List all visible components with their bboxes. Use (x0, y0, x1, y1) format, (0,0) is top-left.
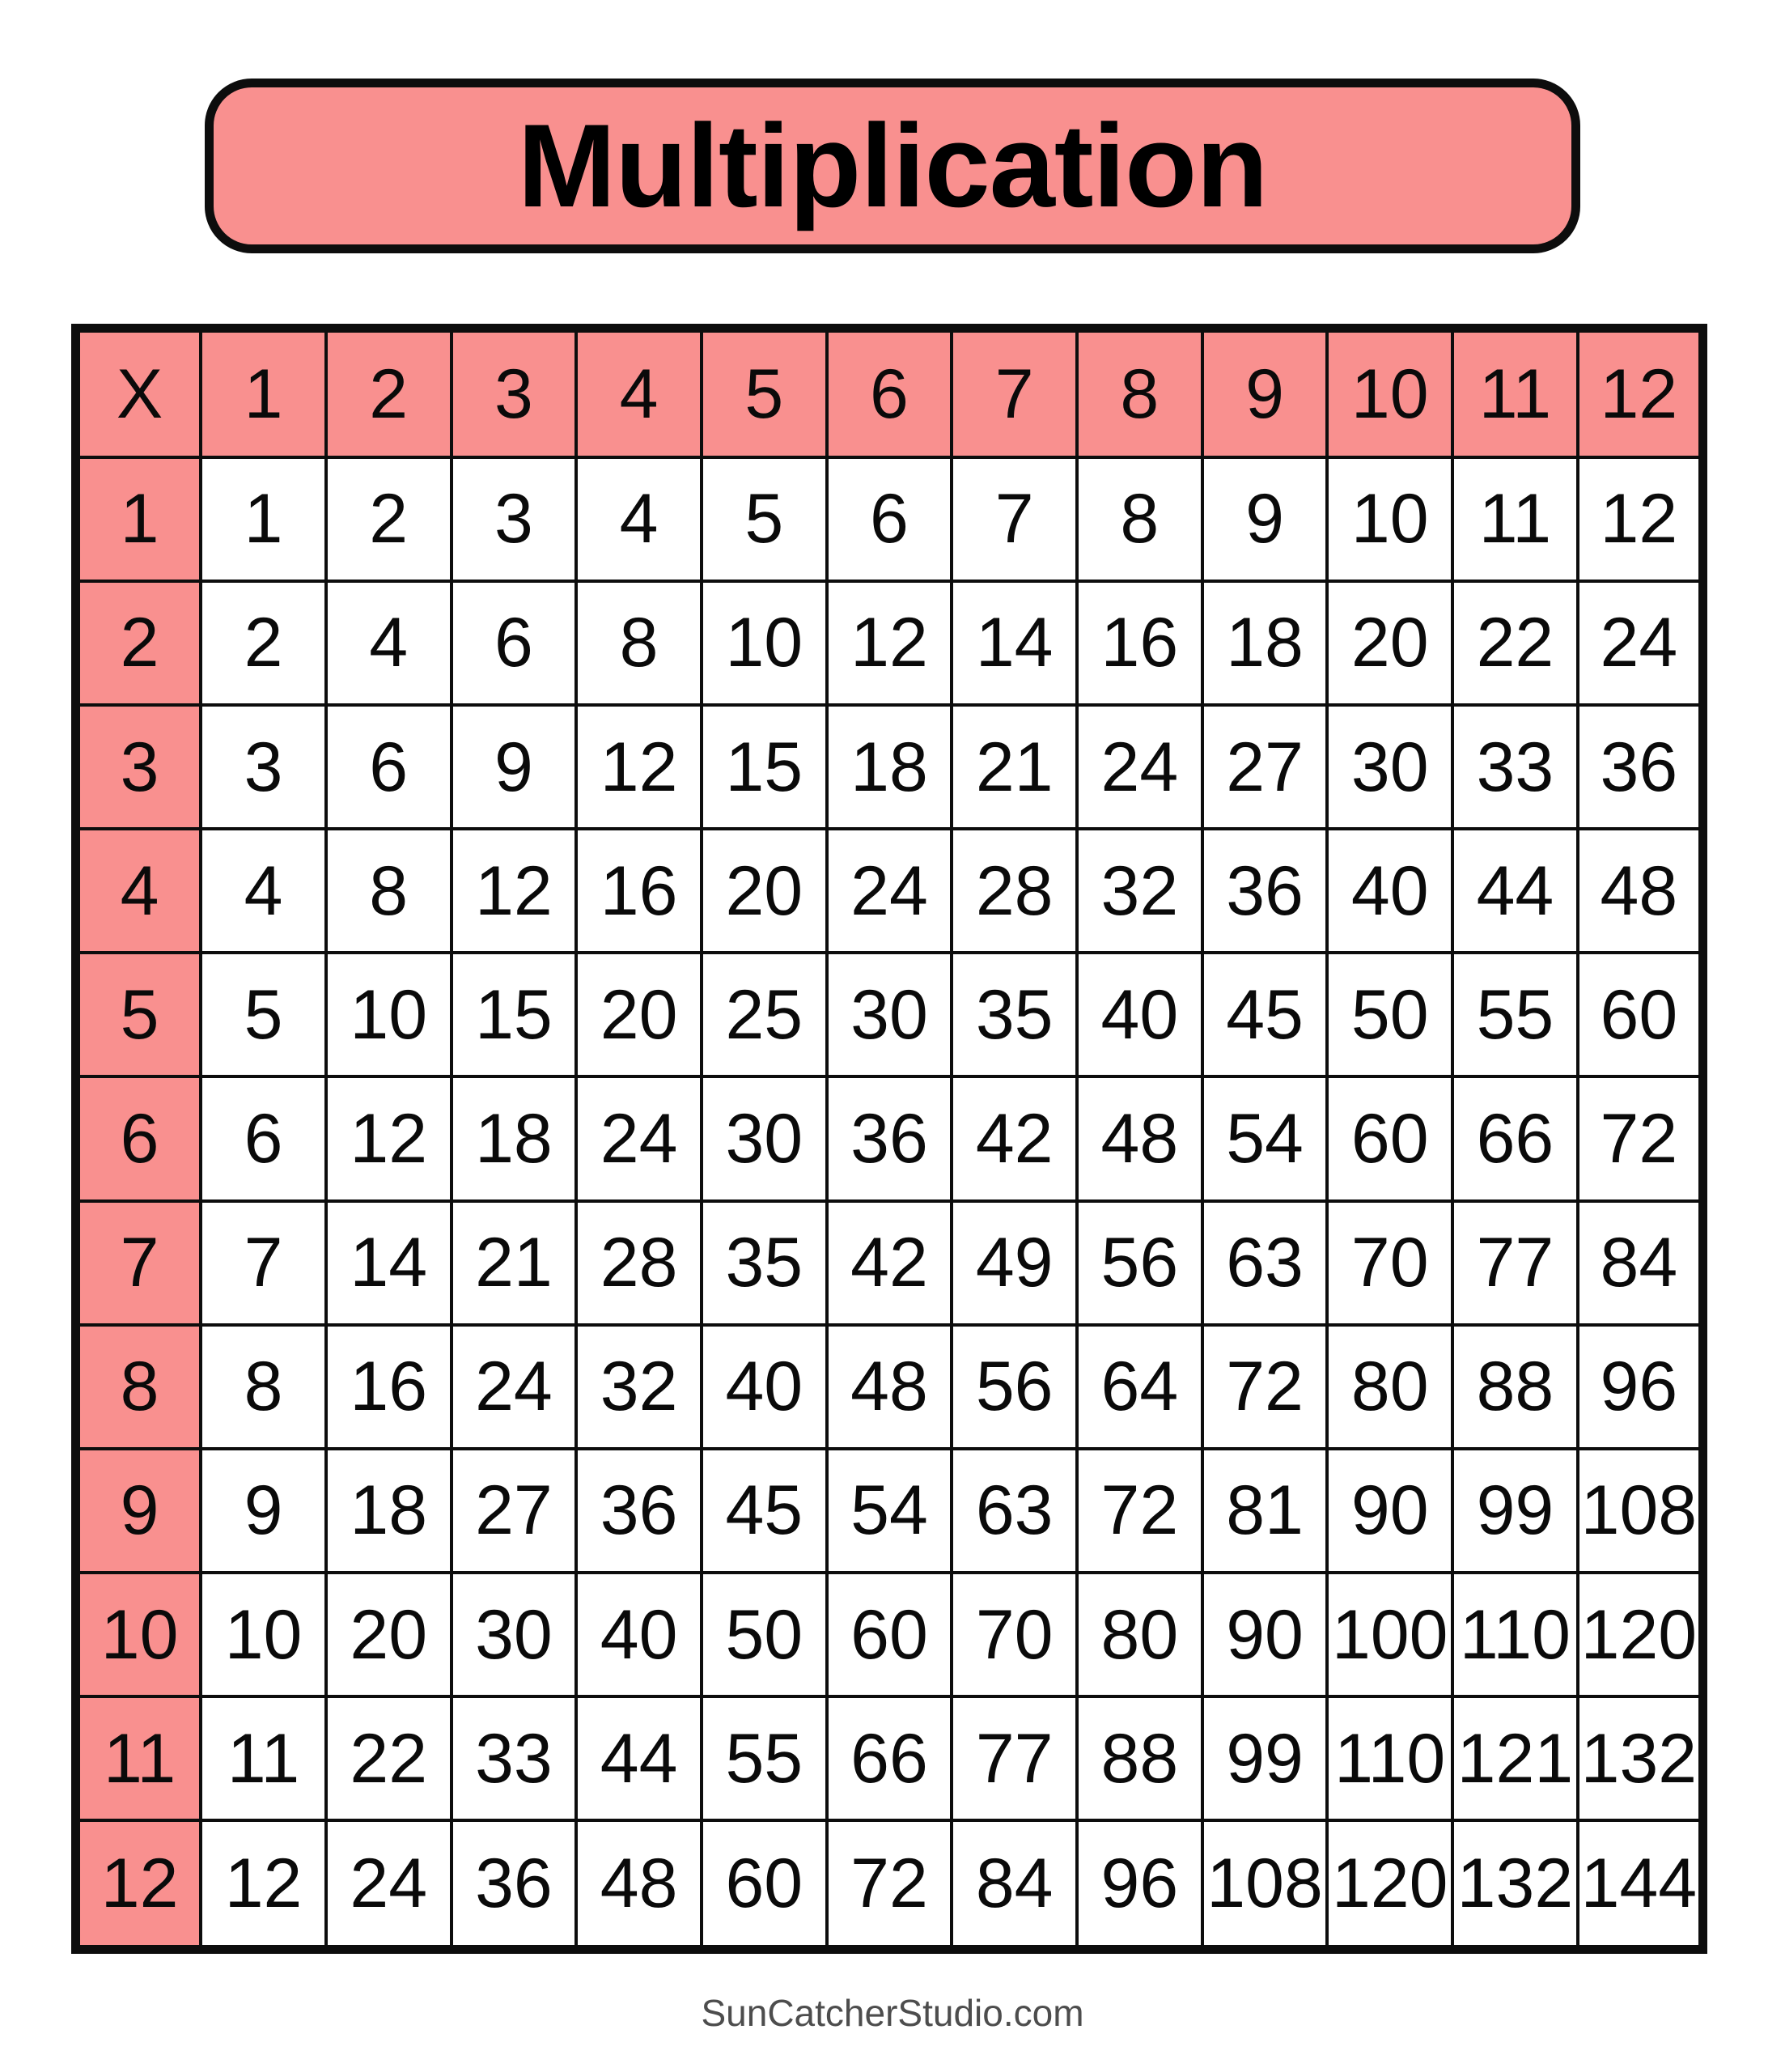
product-cell: 144 (1578, 1820, 1703, 1949)
product-cell: 44 (576, 1696, 702, 1820)
product-cell: 120 (1578, 1573, 1703, 1696)
product-cell: 27 (452, 1449, 577, 1573)
product-cell: 48 (1077, 1076, 1202, 1200)
product-cell: 15 (702, 705, 827, 829)
footer-credit: SunCatcherStudio.com (701, 1992, 1084, 2034)
product-cell: 1 (201, 457, 326, 581)
product-cell: 3 (201, 705, 326, 829)
row-header-cell: 5 (76, 953, 201, 1076)
product-cell: 24 (1578, 581, 1703, 705)
product-cell: 3 (452, 457, 577, 581)
product-cell: 24 (326, 1820, 452, 1949)
product-cell: 27 (1202, 705, 1328, 829)
column-header-cell: 9 (1202, 329, 1328, 457)
product-cell: 12 (1578, 457, 1703, 581)
product-cell: 99 (1452, 1449, 1578, 1573)
product-cell: 6 (326, 705, 452, 829)
product-cell: 36 (452, 1820, 577, 1949)
product-cell: 8 (576, 581, 702, 705)
row-header-cell: 1 (76, 457, 201, 581)
product-cell: 22 (326, 1696, 452, 1820)
product-cell: 18 (326, 1449, 452, 1573)
product-cell: 72 (1578, 1076, 1703, 1200)
product-cell: 60 (1578, 953, 1703, 1076)
product-cell: 54 (1202, 1076, 1328, 1200)
product-cell: 20 (326, 1573, 452, 1696)
product-cell: 40 (576, 1573, 702, 1696)
product-cell: 7 (201, 1201, 326, 1325)
product-cell: 96 (1077, 1820, 1202, 1949)
product-cell: 32 (1077, 829, 1202, 953)
product-cell: 12 (576, 705, 702, 829)
product-cell: 70 (1327, 1201, 1452, 1325)
product-cell: 21 (452, 1201, 577, 1325)
product-cell: 11 (1452, 457, 1578, 581)
product-cell: 42 (827, 1201, 952, 1325)
product-cell: 72 (1077, 1449, 1202, 1573)
product-cell: 25 (702, 953, 827, 1076)
product-cell: 72 (827, 1820, 952, 1949)
product-cell: 36 (576, 1449, 702, 1573)
product-cell: 24 (452, 1325, 577, 1449)
product-cell: 12 (201, 1820, 326, 1949)
product-cell: 35 (952, 953, 1077, 1076)
column-header-cell: 11 (1452, 329, 1578, 457)
column-header-cell: 5 (702, 329, 827, 457)
product-cell: 10 (1327, 457, 1452, 581)
product-cell: 6 (452, 581, 577, 705)
product-cell: 14 (326, 1201, 452, 1325)
product-cell: 84 (952, 1820, 1077, 1949)
column-header-cell: 3 (452, 329, 577, 457)
product-cell: 2 (326, 457, 452, 581)
product-cell: 33 (452, 1696, 577, 1820)
product-cell: 63 (1202, 1201, 1328, 1325)
product-cell: 28 (952, 829, 1077, 953)
product-cell: 66 (1452, 1076, 1578, 1200)
product-cell: 14 (952, 581, 1077, 705)
product-cell: 10 (201, 1573, 326, 1696)
product-cell: 48 (1578, 829, 1703, 953)
product-cell: 60 (827, 1573, 952, 1696)
product-cell: 40 (1327, 829, 1452, 953)
product-cell: 30 (1327, 705, 1452, 829)
product-cell: 48 (827, 1325, 952, 1449)
product-cell: 12 (827, 581, 952, 705)
product-cell: 4 (576, 457, 702, 581)
product-cell: 48 (576, 1820, 702, 1949)
product-cell: 60 (1327, 1076, 1452, 1200)
product-cell: 18 (827, 705, 952, 829)
product-cell: 20 (1327, 581, 1452, 705)
product-cell: 70 (952, 1573, 1077, 1696)
product-cell: 132 (1578, 1696, 1703, 1820)
product-cell: 88 (1077, 1696, 1202, 1820)
product-cell: 40 (702, 1325, 827, 1449)
product-cell: 2 (201, 581, 326, 705)
product-cell: 12 (326, 1076, 452, 1200)
column-header-cell: 6 (827, 329, 952, 457)
product-cell: 45 (702, 1449, 827, 1573)
column-header-cell: 1 (201, 329, 326, 457)
product-cell: 40 (1077, 953, 1202, 1076)
column-header-cell: 12 (1578, 329, 1703, 457)
product-cell: 42 (952, 1076, 1077, 1200)
product-cell: 88 (1452, 1325, 1578, 1449)
product-cell: 21 (952, 705, 1077, 829)
product-cell: 16 (326, 1325, 452, 1449)
product-cell: 96 (1578, 1325, 1703, 1449)
product-cell: 54 (827, 1449, 952, 1573)
product-cell: 55 (702, 1696, 827, 1820)
product-cell: 12 (452, 829, 577, 953)
product-cell: 72 (1202, 1325, 1328, 1449)
product-cell: 99 (1202, 1696, 1328, 1820)
product-cell: 15 (452, 953, 577, 1076)
product-cell: 5 (702, 457, 827, 581)
product-cell: 36 (1578, 705, 1703, 829)
product-cell: 6 (827, 457, 952, 581)
row-header-cell: 6 (76, 1076, 201, 1200)
product-cell: 108 (1202, 1820, 1328, 1949)
product-cell: 8 (1077, 457, 1202, 581)
product-cell: 16 (576, 829, 702, 953)
product-cell: 90 (1202, 1573, 1328, 1696)
product-cell: 32 (576, 1325, 702, 1449)
product-cell: 120 (1327, 1820, 1452, 1949)
column-header-cell: 7 (952, 329, 1077, 457)
product-cell: 80 (1077, 1573, 1202, 1696)
column-header-cell: 2 (326, 329, 452, 457)
product-cell: 55 (1452, 953, 1578, 1076)
product-cell: 24 (827, 829, 952, 953)
product-cell: 16 (1077, 581, 1202, 705)
product-cell: 24 (1077, 705, 1202, 829)
product-cell: 36 (827, 1076, 952, 1200)
product-cell: 50 (1327, 953, 1452, 1076)
multiplication-table (71, 324, 1707, 1954)
product-cell: 10 (702, 581, 827, 705)
product-cell: 60 (702, 1820, 827, 1949)
product-cell: 110 (1452, 1573, 1578, 1696)
product-cell: 4 (326, 581, 452, 705)
product-cell: 44 (1452, 829, 1578, 953)
row-header-cell: 2 (76, 581, 201, 705)
product-cell: 33 (1452, 705, 1578, 829)
row-header-cell: 3 (76, 705, 201, 829)
product-cell: 77 (1452, 1201, 1578, 1325)
product-cell: 7 (952, 457, 1077, 581)
column-header-cell: 4 (576, 329, 702, 457)
product-cell: 84 (1578, 1201, 1703, 1325)
product-cell: 121 (1452, 1696, 1578, 1820)
product-cell: 22 (1452, 581, 1578, 705)
column-header-cell: 8 (1077, 329, 1202, 457)
product-cell: 5 (201, 953, 326, 1076)
product-cell: 80 (1327, 1325, 1452, 1449)
column-header-cell: 10 (1327, 329, 1452, 457)
row-header-cell: 10 (76, 1573, 201, 1696)
product-cell: 49 (952, 1201, 1077, 1325)
page-title: Multiplication (517, 100, 1268, 231)
product-cell: 81 (1202, 1449, 1328, 1573)
row-header-cell: 7 (76, 1201, 201, 1325)
product-cell: 77 (952, 1696, 1077, 1820)
product-cell: 66 (827, 1696, 952, 1820)
product-cell: 35 (702, 1201, 827, 1325)
product-cell: 9 (1202, 457, 1328, 581)
product-cell: 6 (201, 1076, 326, 1200)
product-cell: 36 (1202, 829, 1328, 953)
product-cell: 110 (1327, 1696, 1452, 1820)
product-cell: 4 (201, 829, 326, 953)
row-header-cell: 12 (76, 1820, 201, 1949)
title-banner (205, 79, 1580, 253)
product-cell: 24 (576, 1076, 702, 1200)
product-cell: 10 (326, 953, 452, 1076)
product-cell: 63 (952, 1449, 1077, 1573)
product-cell: 18 (452, 1076, 577, 1200)
product-cell: 100 (1327, 1573, 1452, 1696)
product-cell: 108 (1578, 1449, 1703, 1573)
product-cell: 56 (952, 1325, 1077, 1449)
product-cell: 28 (576, 1201, 702, 1325)
product-cell: 9 (201, 1449, 326, 1573)
row-header-cell: 4 (76, 829, 201, 953)
corner-cell: X (76, 329, 201, 457)
product-cell: 8 (201, 1325, 326, 1449)
product-cell: 20 (576, 953, 702, 1076)
row-header-cell: 8 (76, 1325, 201, 1449)
product-cell: 90 (1327, 1449, 1452, 1573)
product-cell: 8 (326, 829, 452, 953)
product-cell: 56 (1077, 1201, 1202, 1325)
product-cell: 50 (702, 1573, 827, 1696)
product-cell: 30 (827, 953, 952, 1076)
row-header-cell: 11 (76, 1696, 201, 1820)
product-cell: 18 (1202, 581, 1328, 705)
product-cell: 30 (702, 1076, 827, 1200)
product-cell: 11 (201, 1696, 326, 1820)
product-cell: 30 (452, 1573, 577, 1696)
row-header-cell: 9 (76, 1449, 201, 1573)
product-cell: 132 (1452, 1820, 1578, 1949)
product-cell: 45 (1202, 953, 1328, 1076)
product-cell: 9 (452, 705, 577, 829)
product-cell: 20 (702, 829, 827, 953)
product-cell: 64 (1077, 1325, 1202, 1449)
